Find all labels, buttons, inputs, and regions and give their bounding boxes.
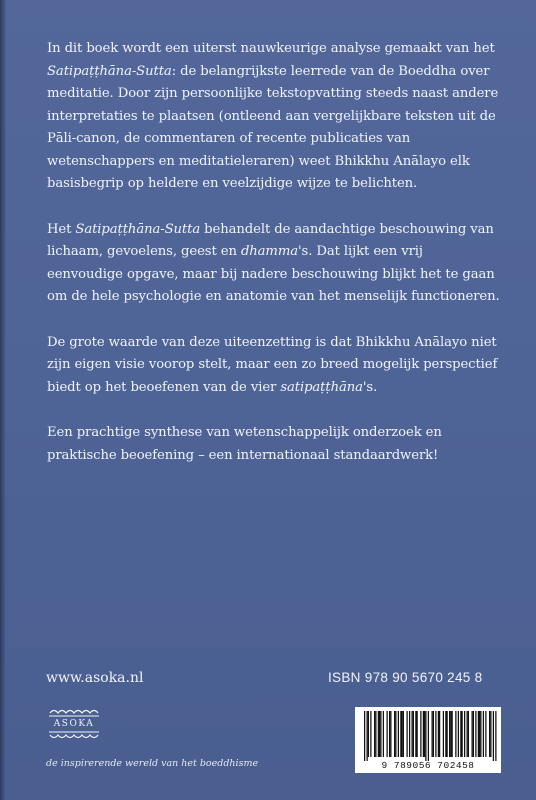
barcode-bar [449,711,450,757]
isbn-label: ISBN 978 90 5670 245 8 [328,670,483,685]
website-url[interactable]: www.asoka.nl [46,670,144,686]
barcode-bar [452,711,453,757]
text-run: 's. [362,379,378,395]
barcode-bar [403,711,404,757]
barcode-bar [364,711,365,761]
barcode-bar [432,711,433,757]
barcode-bar [460,711,461,757]
barcode-bar [368,711,369,757]
spine-shadow [0,0,6,800]
text-run: behandelt de aandachtige beschouwing van lichaam, gevoelens, geest en [47,221,494,259]
barcode-bar [435,711,436,757]
text-run: 's. Dat lijkt een vrij eenvoudige opgave, maar bij nadere beschouwing blijkt het te gaan om de hele psychologie en anatomie van het menselijk functioneren. [47,244,500,304]
barcode-bar [464,711,465,757]
asoka-logo [46,707,102,741]
barcode-bar [409,711,410,757]
barcode-bar [473,711,474,757]
barcode-bar [389,711,390,757]
barcode-bar [455,711,456,757]
barcode-bar [394,711,395,757]
barcode-bar [424,711,425,757]
barcode-bar [417,711,418,757]
blurb-paragraph [47,38,501,196]
barcode-bar [407,711,408,757]
barcode-bar [462,711,463,757]
barcode-bar [412,711,413,757]
barcode-bars [355,707,501,761]
barcode-bar [400,711,401,757]
text-run: In dit boek wordt een uiterst nauwkeurige analyse gemaakt van het [47,41,495,56]
italic-term: satipaṭṭhāna [280,379,363,395]
barcode-bar [479,711,480,757]
barcode-bar [379,711,380,757]
barcode-bar [493,711,494,761]
text-run: Het [47,221,76,237]
barcode-bar [475,711,476,757]
barcode-bar [378,711,379,757]
barcode [355,707,501,773]
barcode-bar [458,711,459,757]
barcode-bar [480,711,481,757]
barcode-bar [478,711,479,757]
barcode-bar [423,711,424,757]
italic-term: dhamma [240,244,299,259]
barcode-bar [483,711,484,757]
text-run: De grote waarde van deze uiteenzetting is dat Bhikkhu Anālayo niet zijn eigen visie voorop stelt, maar een zo breed mogelijk perspectief biedt op het beoefenen van de vier [47,334,498,395]
barcode-bar [425,711,426,761]
barcode-bar [415,711,416,757]
barcode-bar [383,711,384,757]
blurb-paragraph [47,332,501,400]
barcode-bar [468,711,469,757]
barcode-bar [375,711,376,757]
barcode-bar [447,711,448,757]
italic-term: Satipaṭṭhāna-Sutta [75,221,201,237]
barcode-bar [402,711,403,757]
italic-term: Satipaṭṭhāna-Sutta [47,63,172,79]
barcode-bar [467,711,468,757]
barcode-bar [433,711,434,757]
publisher-tagline: de inspirerende wereld van het boeddhisme [46,758,259,769]
barcode-bar [413,711,414,757]
barcode-bar [367,711,368,761]
barcode-bar [387,711,388,757]
barcode-bar [374,711,375,757]
barcode-bar [420,711,421,757]
barcode-bar [489,711,490,757]
barcode-number: 9 789056 702458 [381,760,475,771]
barcode-bar [445,711,446,757]
barcode-bar [495,711,496,761]
blurb-text [47,38,501,490]
barcode-bar [370,711,371,757]
barcode-bar [380,711,381,757]
barcode-bar [485,711,486,757]
barcode-bar [438,711,439,757]
blurb-paragraph [47,422,501,467]
barcode-bar [443,711,444,757]
logo-text: ASOKA [53,719,95,729]
text-run: Een prachtige synthese van wetenschappelijk onderzoek en praktische beoefening – een internationaal standaardwerk! [47,425,442,463]
barcode-bar [398,711,399,757]
barcode-bar [439,711,440,757]
barcode-bar [490,711,491,757]
blurb-paragraph [47,219,501,309]
barcode-bar [390,711,391,757]
barcode-bar [395,711,396,757]
barcode-bar [472,711,473,757]
text-run: : de belangrijkste leerrede van de Boeddha over meditatie. Door zijn persoonlijke tekstopvatting steeds naast andere interpretaties te plaatsen (ontleend aan vergelijkbare teksten uit de Pāli-canon, de commentaren of recente publicaties van wetenschappers en meditatieleraren) weet Bhikkhu Anālayo elk basisbegrip op heldere en veelzijdige wijze te belichten. [47,63,499,191]
barcode-bar [428,711,429,761]
barcode-bar [450,711,451,757]
